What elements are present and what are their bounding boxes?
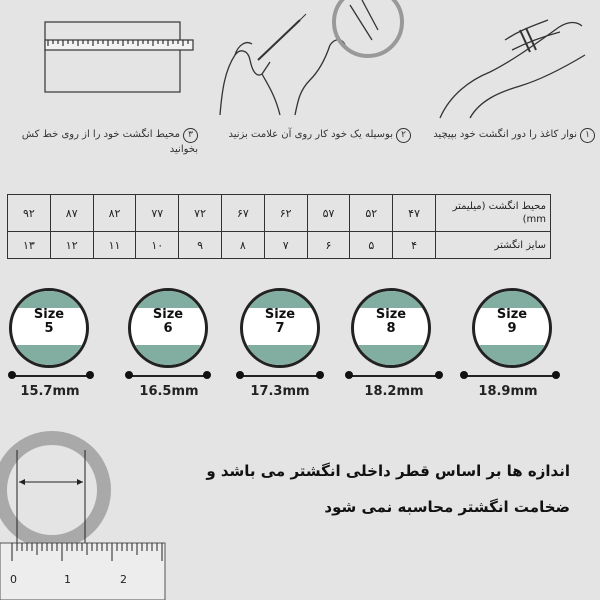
ring-band [243,291,317,308]
table-cell: ۱۰ [136,232,179,259]
step-3-text: محیط انگشت خود را از روی خط کش بخوانید [21,129,198,155]
ruler-label-2: 2 [120,573,127,586]
ring-band [354,291,428,308]
ring-band [131,291,205,308]
diameter-endpoint [8,371,16,379]
step-illustrations [0,0,600,122]
step-2-text: بوسیله یک خود کار روی آن علامت بزنید [228,129,393,140]
circumference-header: محیط انگشت (میلیمتر mm) [436,195,551,232]
ring-size-header: سایز انگشتر [436,232,551,259]
ring-size-row [8,232,551,259]
diameter-endpoint [552,371,560,379]
note-line-2: ضخامت انگشتر محاسبه نمی شود [324,498,570,516]
circumference-row [8,195,551,232]
table-cell: ۵۷ [307,195,350,232]
table-cell: ۸۷ [50,195,93,232]
arrow-head-left-icon [19,479,25,485]
table-cell: ۱۱ [93,232,136,259]
ring-band [243,345,317,365]
step-2-number: ۲ [396,128,411,143]
table-cell: ۷۷ [136,195,179,232]
ring-band [475,345,549,365]
ring-badge-size-7 [240,288,320,368]
table-cell: ۵ [350,232,393,259]
ring-photo [0,438,104,542]
ruler-body [0,543,165,600]
table-cell: ۶۷ [221,195,264,232]
diameter-endpoint [86,371,94,379]
size-table [7,194,551,259]
ring-band [12,291,86,308]
table-cell: ۷۲ [179,195,222,232]
diameter-label-size-5: 15.7mm [20,384,80,399]
diameter-endpoint [125,371,133,379]
diameter-label-size-6: 16.5mm [139,384,199,399]
diameter-endpoint [460,371,468,379]
table-cell: ۸ [221,232,264,259]
ring-band [12,345,86,365]
ring-label: Size 6 [152,307,184,336]
ring-on-ruler-illustration [0,425,180,600]
marking-hands-illustration [220,0,402,115]
ruler-label-0: 0 [10,573,17,586]
table-cell: ۵۲ [350,195,393,232]
diameter-line [240,375,320,377]
ring-band [131,345,205,365]
table-cell: ۶۲ [264,195,307,232]
table-cell: ۶ [307,232,350,259]
ring-label: Size 5 [33,307,65,336]
table-cell: ۴ [393,232,436,259]
diameter-line [464,375,556,377]
step-1-number: ۱ [580,128,595,143]
table-cell: ۸۲ [93,195,136,232]
ring-label: Size 9 [496,307,528,336]
diameter-line [129,375,207,377]
diameter-endpoint [435,371,443,379]
ruler-strip-illustration [45,22,193,92]
ring-badge-size-5 [9,288,89,368]
diameter-endpoint [236,371,244,379]
table-cell: ۱۲ [50,232,93,259]
ruler-label-1: 1 [64,573,71,586]
diameter-label-size-9: 18.9mm [478,384,538,399]
ring-band [475,291,549,308]
step-2-caption [206,128,411,143]
diameter-label-size-7: 17.3mm [250,384,310,399]
step-3-caption [8,128,198,157]
arrow-head-right-icon [77,479,83,485]
step-3-number: ۳ [183,128,198,143]
note-line-1: اندازه ها بر اساس قطر داخلی انگشتر می باشد و [206,462,570,480]
table-cell: ۹ [179,232,222,259]
table-cell: ۴۷ [393,195,436,232]
ring-label: Size 7 [264,307,296,336]
ring-badge-size-8 [351,288,431,368]
diameter-label-size-8: 18.2mm [364,384,424,399]
diameter-line [349,375,439,377]
diameter-endpoint [345,371,353,379]
table-cell: ۷ [264,232,307,259]
step-1-text: نوار کاغذ را دور انگشت خود بپیچید [433,129,577,140]
ring-badge-size-9 [472,288,552,368]
diameter-endpoint [203,371,211,379]
ring-band [354,345,428,365]
table-cell: ۹۲ [8,195,51,232]
table-cell: ۱۳ [8,232,51,259]
diameter-line [12,375,90,377]
ring-label: Size 8 [375,307,407,336]
step-1-caption [420,128,595,143]
ring-badge-size-6 [128,288,208,368]
diameter-endpoint [316,371,324,379]
wrapping-hand-illustration [440,20,585,118]
